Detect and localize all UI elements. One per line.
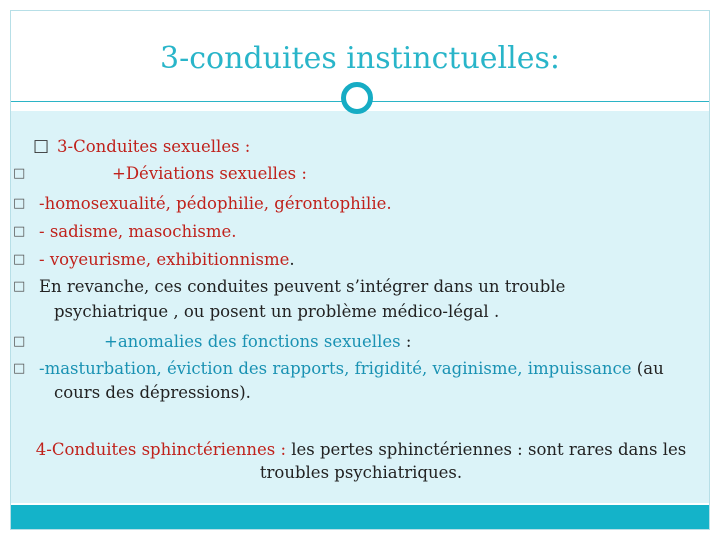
bullet-icon: □ [13,166,26,181]
bullet-icon: □ [13,224,26,239]
item-deviations: +Déviations sexuelles : [112,164,307,183]
item-voyeurism [39,250,295,270]
item-anomalies-colon: : [400,332,412,351]
sphincter-text: les pertes sphinctériennes : sont rares dans les [286,440,687,459]
bullet-icon: □ [33,136,50,156]
item-homosexuality: -homosexualité, pédophilie, gérontophilie. [39,194,392,213]
sphincter-paragraph [31,438,691,484]
item-anomalies [104,332,411,352]
bottom-bar [11,505,709,529]
item-voyeurism-text: - voyeurisme, exhibitionnisme [39,250,290,269]
item-voyeurism-period: . [289,250,295,269]
bullet-icon: □ [13,361,26,376]
slide [10,10,710,530]
bullet-icon: □ [13,334,26,349]
item-anomalies-text: +anomalies des fonctions sexuelles [104,332,401,351]
item-however-line1: En revanche, ces conduites peuvent s’intégrer dans un trouble [39,277,566,296]
item-masturbation-tail: (au [631,359,664,378]
item-masturbation-text: -masturbation, éviction des rapports, frigidité, vaginisme, impuissance [39,359,632,378]
bullet-icon: □ [13,252,26,267]
item-however-line2: psychiatrique , ou posent un problème médico-légal . [54,302,500,321]
circle-ornament-icon [341,82,373,114]
item-masturbation-line2: cours des dépressions). [54,383,251,402]
heading-sexual-conduct: 3-Conduites sexuelles : [57,137,251,156]
slide-title: 3-conduites instinctuelles: [160,41,560,76]
item-masturbation-line1 [39,359,664,379]
bullet-icon: □ [13,279,26,294]
sphincter-line2: troubles psychiatriques. [259,463,463,482]
sphincter-heading: 4-Conduites sphinctériennes : [35,440,286,459]
sphincter-line1 [31,438,691,461]
bullet-icon: □ [13,196,26,211]
item-sadism: - sadisme, masochisme. [39,222,237,241]
